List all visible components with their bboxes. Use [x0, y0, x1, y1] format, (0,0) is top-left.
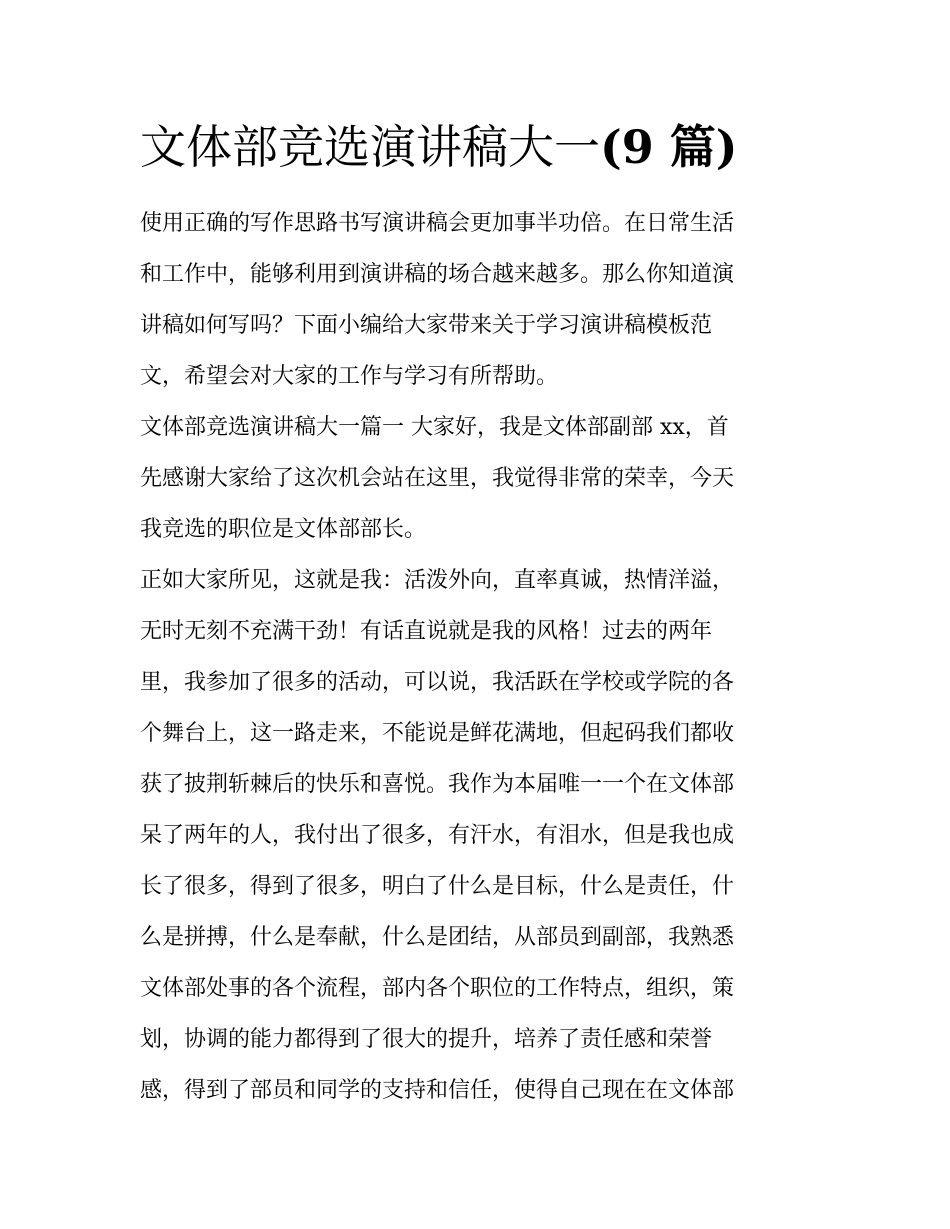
text-line: 呆了两年的人，我付出了很多，有汗水，有泪水，但是我也成: [140, 823, 735, 848]
text-line: 和工作中，能够利用到演讲稿的场合越来越多。那么你知道演: [140, 262, 735, 287]
text-line: 讲稿如何写吗？下面小编给大家带来关于学习演讲稿模板范: [140, 313, 713, 338]
text-line: 先感谢大家给了这次机会站在这里，我觉得非常的荣幸，今天: [140, 466, 735, 491]
text-line: 使用正确的写作思路书写演讲稿会更加事半功倍。在日常生活: [140, 211, 735, 236]
title-text: 文体部竞选演讲稿大一: [140, 120, 600, 174]
text-line: 个舞台上，这一路走来，不能说是鲜花满地，但起码我们都收: [140, 721, 735, 746]
text-line: 文体部处事的各个流程，部内各个职位的工作特点，组织，策: [140, 976, 735, 1001]
text-line: 么是拼搏，什么是奉献，什么是团结，从部员到副部，我熟悉: [140, 925, 735, 950]
text-line: 感，得到了部员和同学的支持和信任，使得自己现在在文体部: [140, 1078, 735, 1103]
text-line: 划，协调的能力都得到了很大的提升，培养了责任感和荣誉: [140, 1027, 713, 1052]
text-line: 里，我参加了很多的活动，可以说，我活跃在学校或学院的各: [140, 670, 735, 695]
text-line: 正如大家所见，这就是我：活泼外向，直率真诚，热情洋溢，: [140, 568, 735, 593]
document-body: [140, 198, 830, 1116]
document-title: [140, 112, 738, 182]
text-line: 无时无刻不充满干劲！有话直说就是我的风格！过去的两年: [140, 619, 713, 644]
text-line: 文，希望会对大家的工作与学习有所帮助。: [140, 364, 559, 389]
text-line: 文体部竞选演讲稿大一篇一 大家好，我是文体部副部 xx，首: [140, 415, 729, 440]
text-line: 我竞选的职位是文体部部长。: [140, 517, 427, 542]
text-line: 获了披荆斩棘后的快乐和喜悦。我作为本届唯一一个在文体部: [140, 772, 735, 797]
text-line: 长了很多，得到了很多，明白了什么是目标，什么是责任，什: [140, 874, 735, 899]
title-count: (9 篇): [600, 120, 738, 174]
